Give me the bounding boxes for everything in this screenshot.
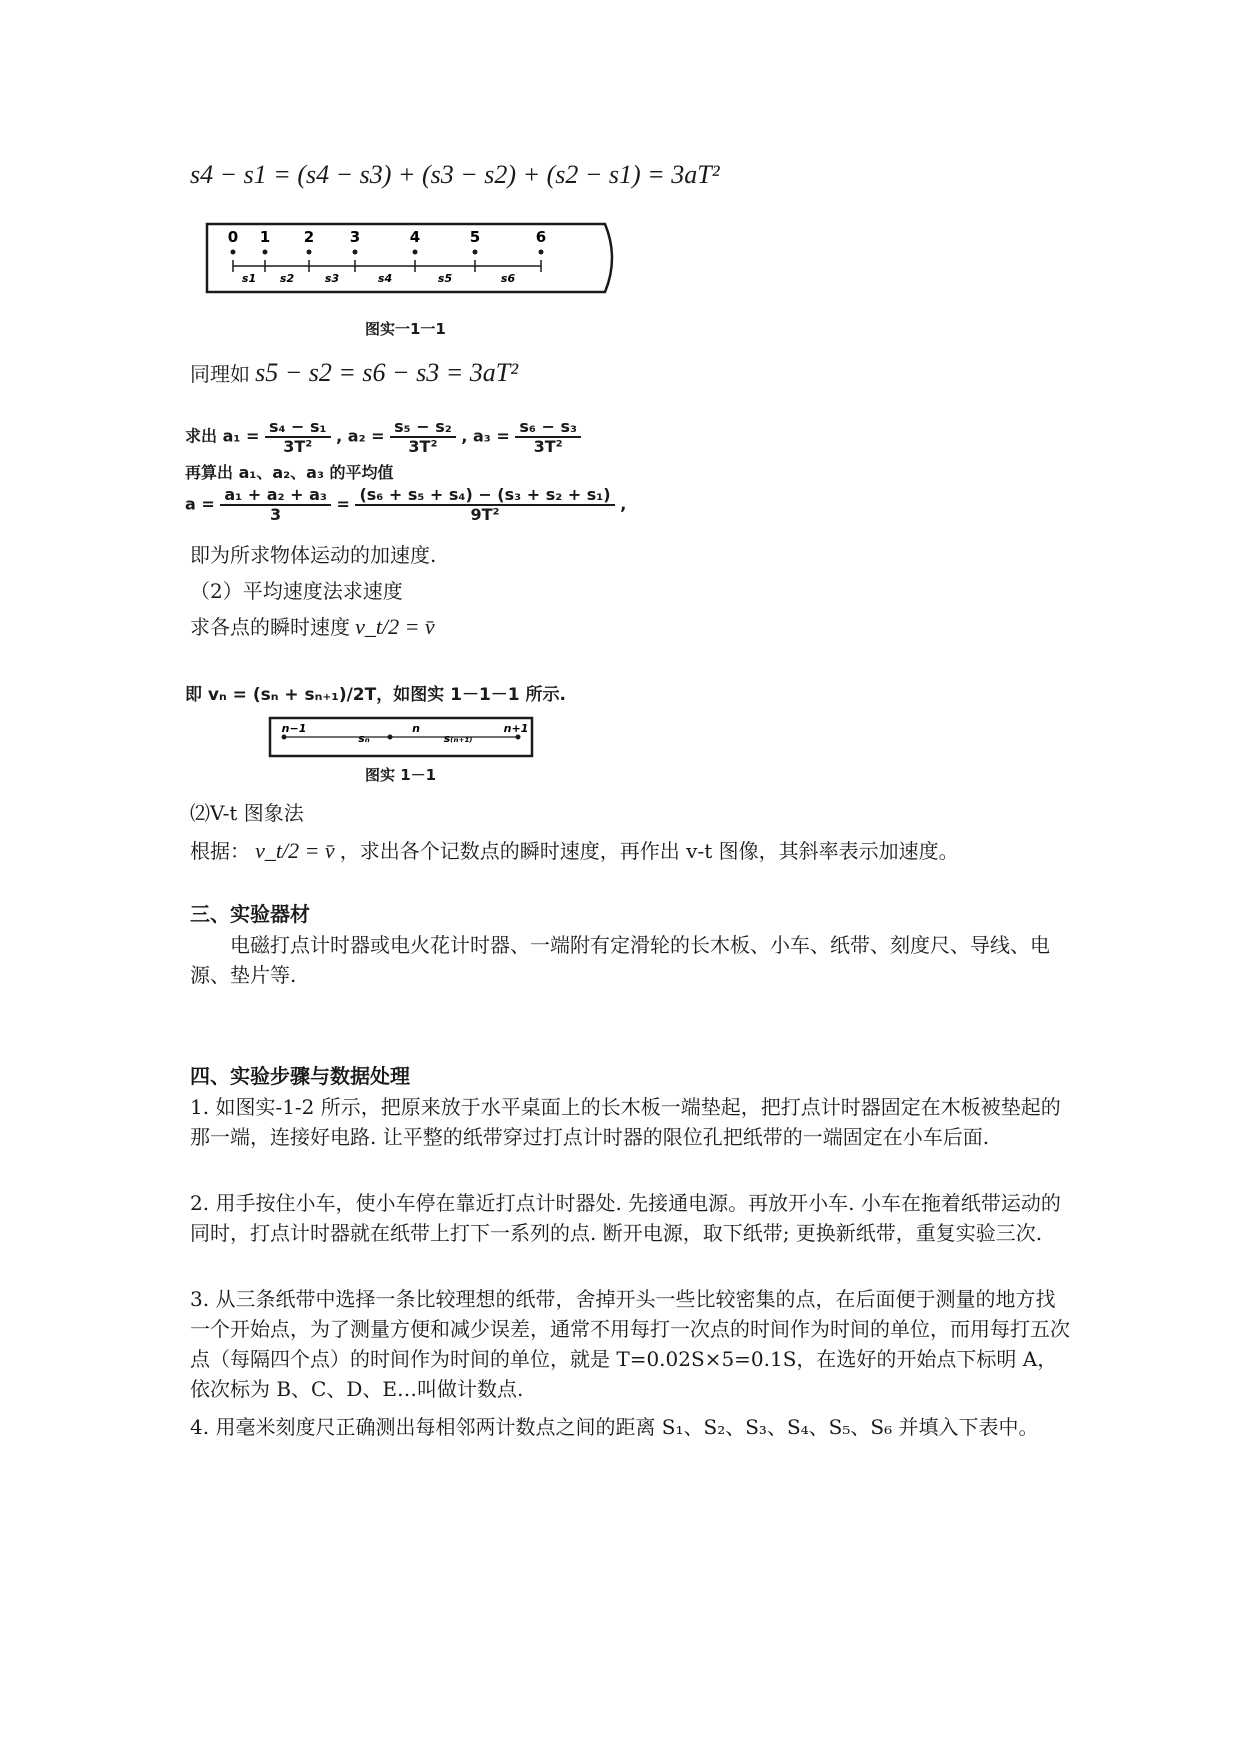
tape1-dot [473,250,478,255]
step-4: 4. 用毫米刻度尺正确测出每相邻两计数点之间的距离 S₁、S₂、S₃、S₄、S₅、S₆ 并填入下表中。 [190,1415,1039,1439]
a2-fraction [390,418,456,456]
step-1: 1. 如图实-1-2 所示，把原来放于水平桌面上的长木板一端垫起，把打点计时器固定在木板被垫起的那一端，连接好电路. 让平整的纸带穿过打点计时器的限位孔把纸带的一端固定在小车后面. [190,1095,1061,1149]
formula-accel-sum-text: s4 − s1 = (s4 − s3) + (s3 − s2) + (s2 − s1) = 3aT² [190,160,720,189]
tape1-segment-label: s2 [279,272,295,285]
tape-caption-1: 图实一1一1 [365,320,446,338]
method-2-title: （2）平均速度法求速度 [190,579,403,603]
a2-label: , a₂ = [336,426,385,446]
basis-prefix: 根据： [190,839,250,863]
instant-speed-line [190,612,435,642]
tape1-point-label: 1 [259,228,271,246]
tape2-label: n+1 [503,722,529,735]
a3-denominator: 3T² [533,437,563,456]
step-2: 2. 用手按住小车，使小车停在靠近打点计时器处. 先接通电源。再放开小车. 小车在拖着纸带运动的同时，打点计时器就在纸带上打下一系列的点. 断开电源，取下纸带; 更换新纸带，重复实验三次. [190,1191,1061,1245]
basis-line [190,836,959,866]
formula-same-way [190,358,518,389]
tape1-dot [263,250,268,255]
section-3-title: 三、实验器材 [190,902,310,926]
section-4-title: 四、实验步骤与数据处理 [190,1064,410,1088]
a1-denominator: 3T² [283,437,313,456]
same-way-prefix: 同理如 [190,362,250,386]
tape2-dot [282,735,287,740]
tape2-dot [388,735,393,740]
instant-speed-formula: v_t/2 = v̄ [355,614,435,639]
abar-equals: = [336,494,350,514]
derivation-prefix: 求出 [185,426,218,446]
basis-formula: v_t/2 = v̄ [255,838,335,863]
same-way-formula: s5 − s2 = s6 − s3 = 3aT² [255,358,519,387]
a1-numerator: s₄ − s₁ [265,418,331,438]
formula-accel-sum [190,160,720,190]
tape1-point-label: 3 [349,228,361,246]
abar-fraction-1 [220,486,331,524]
method-vt-title: ⑵V-t 图象法 [190,801,304,825]
a3-fraction [515,418,581,456]
abar-numerator-1: a₁ + a₂ + a₃ [220,486,331,506]
tape1-segment-label: s6 [500,272,516,285]
tape1-point-label: 6 [535,228,547,246]
a1-label: a₁ = [222,426,260,446]
accel-meaning: 即为所求物体运动的加速度. [190,543,437,567]
tape1-point-label: 2 [303,228,315,246]
section-3-body: 电磁打点计时器或电火花计时器、一端附有定滑轮的长木板、小车、纸带、刻度尺、导线、电源、垫片等. [190,933,1050,987]
tape2-dot [516,735,521,740]
a1-fraction [265,418,331,456]
abar-label: a = [185,494,215,514]
tape1-dot [231,250,236,255]
tape2-label: sₙ [358,732,370,745]
a3-numerator: s₆ − s₃ [515,418,581,438]
abar-tail: , [620,494,627,514]
step-3: 3. 从三条纸带中选择一条比较理想的纸带，舍掉开头一些比较密集的点，在后面便于测量的地方找一个开始点，为了测量方便和减少误差，通常不用每打一次点的时间作为时间的单位，而用每打五次点（每隔四个点）的时间作为时间的单位，就是 T=0.02S×5=0.1S，在选好的开始点下标明 A，依次标为 B、C、D、E…叫做计数点. [190,1287,1070,1401]
vn-formula: 即 vₙ = (sₙ + sₙ₊₁)/2T，如图实 1－1－1 所示. [185,685,567,705]
tape1-dot [307,250,312,255]
tape2-label: n−1 [281,722,307,735]
abar-fraction-2 [355,486,614,524]
tape-diagram-2 [268,716,540,758]
basis-suffix: ，求出各个记数点的瞬时速度，再作出 v-t 图像，其斜率表示加速度。 [339,839,959,863]
average-formula [185,486,626,524]
instant-speed-text: 求各点的瞬时速度 [190,615,350,639]
tape1-segment-label: s4 [377,272,393,285]
tape1-segment-label: s3 [324,272,340,285]
average-heading: 再算出 a₁、a₂、a₃ 的平均值 [185,463,394,482]
tape1-dot [413,250,418,255]
tape-caption-2: 图实 1－1 [365,766,437,784]
tape1-segment-label: s1 [241,272,257,285]
abar-denominator-2: 9T² [470,505,500,524]
tape2-label: n [412,722,420,735]
a3-label: , a₃ = [461,426,510,446]
accel-definitions [185,418,581,456]
tape1-point-label: 0 [227,228,239,246]
a2-denominator: 3T² [408,437,438,456]
tape1-dot [353,250,358,255]
tape-diagram-1 [205,222,625,294]
tape1-point-label: 4 [409,228,421,246]
a2-numerator: s₅ − s₂ [390,418,456,438]
tape1-point-label: 5 [469,228,481,246]
abar-numerator-2: (s₆ + s₅ + s₄) − (s₃ + s₂ + s₁) [355,486,614,506]
tape2-label: s₍ₙ₊₁₎ [443,732,473,745]
abar-denominator-1: 3 [270,505,282,524]
tape1-dot [539,250,544,255]
tape1-segment-label: s5 [437,272,453,285]
